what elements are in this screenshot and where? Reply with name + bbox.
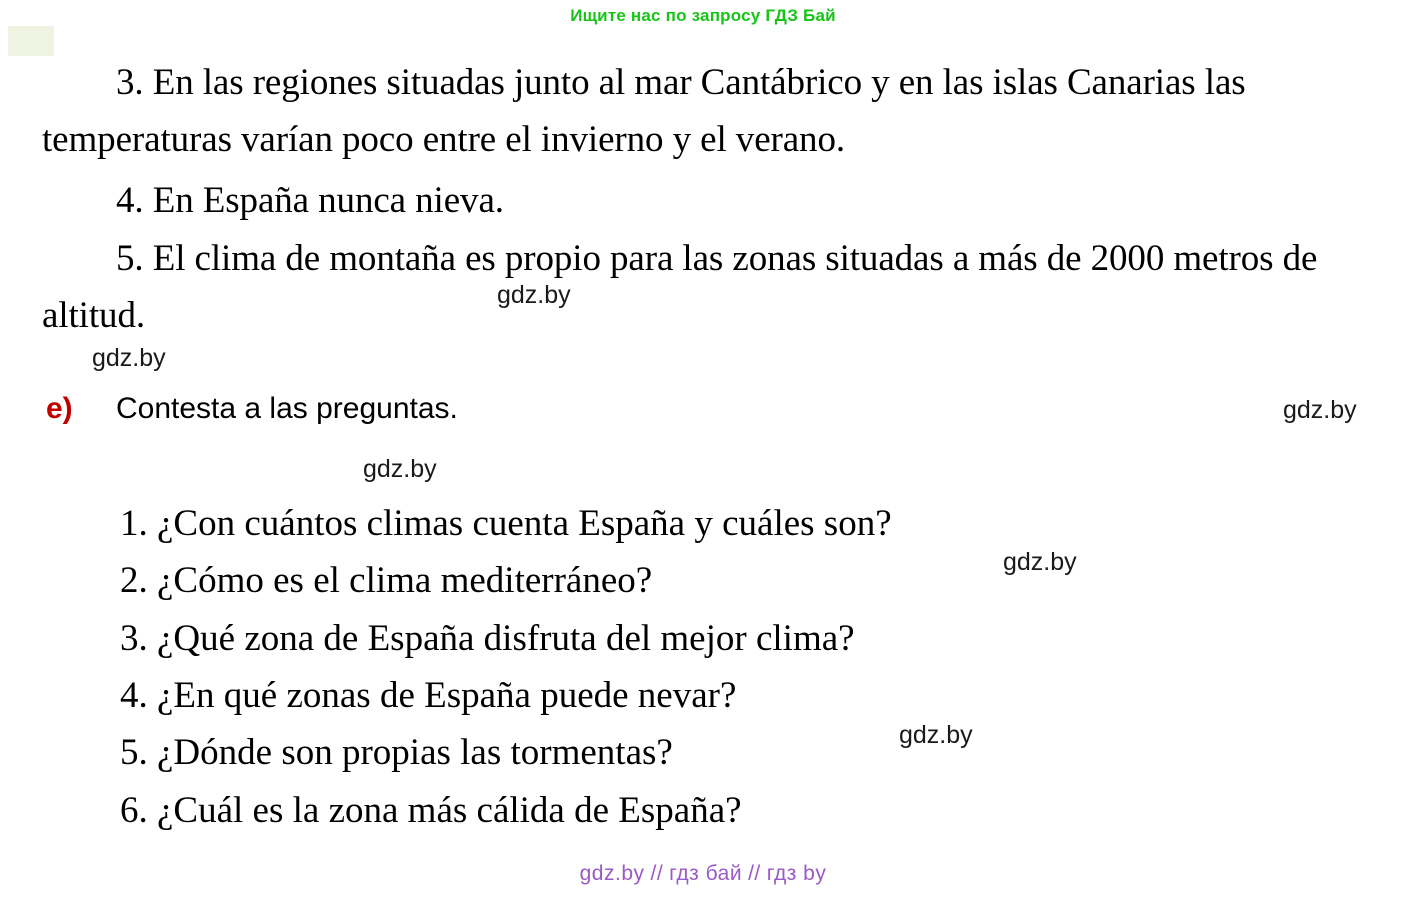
watermark: gdz.by [899, 721, 973, 749]
footer-separator: // [748, 862, 761, 885]
footer-part-3: гдз by [766, 862, 827, 885]
task-instruction: Contesta a las preguntas. [116, 392, 458, 425]
footer-part-1: gdz.by [579, 862, 645, 885]
question-item: 5. ¿Dónde son propias las tormentas? [120, 732, 673, 774]
watermark: gdz.by [92, 344, 166, 372]
question-item: 2. ¿Cómo es el clima mediterráneo? [120, 560, 653, 602]
statement-4: 4. En España nunca nieva. [116, 180, 504, 221]
watermark: gdz.by [497, 281, 571, 309]
question-item: 4. ¿En qué zonas de España puede nevar? [120, 675, 737, 717]
watermark: gdz.by [1003, 548, 1077, 576]
corner-color-swatch [8, 26, 54, 56]
question-item: 1. ¿Con cuántos climas cuenta España y cuáles son? [120, 503, 892, 544]
footer-part-2: гдз бай [669, 862, 743, 885]
statement-5: 5. El clima de montaña es propio para las zonas situadas a más de 2000 metros de altitud. [42, 238, 1318, 337]
question-item: 3. ¿Qué zona de España disfruta del mejor clima? [120, 617, 855, 659]
questions-list [120, 495, 1320, 839]
question-item: 6. ¿Cuál es la zona más cálida de España? [120, 789, 742, 831]
footer-separator: // [650, 862, 664, 885]
watermark: gdz.by [363, 455, 437, 483]
task-letter: e) [46, 392, 73, 425]
promo-banner: Ищите нас по запросу ГДЗ Бай [570, 6, 836, 25]
task-e [46, 392, 458, 426]
footer-watermark [0, 862, 1406, 886]
statement-3: 3. En las regiones situadas junto al mar Cantábrico y en las islas Canarias las temperaturas varían poco entre el invierno y el verano. [42, 62, 1246, 161]
watermark: gdz.by [1283, 396, 1357, 424]
